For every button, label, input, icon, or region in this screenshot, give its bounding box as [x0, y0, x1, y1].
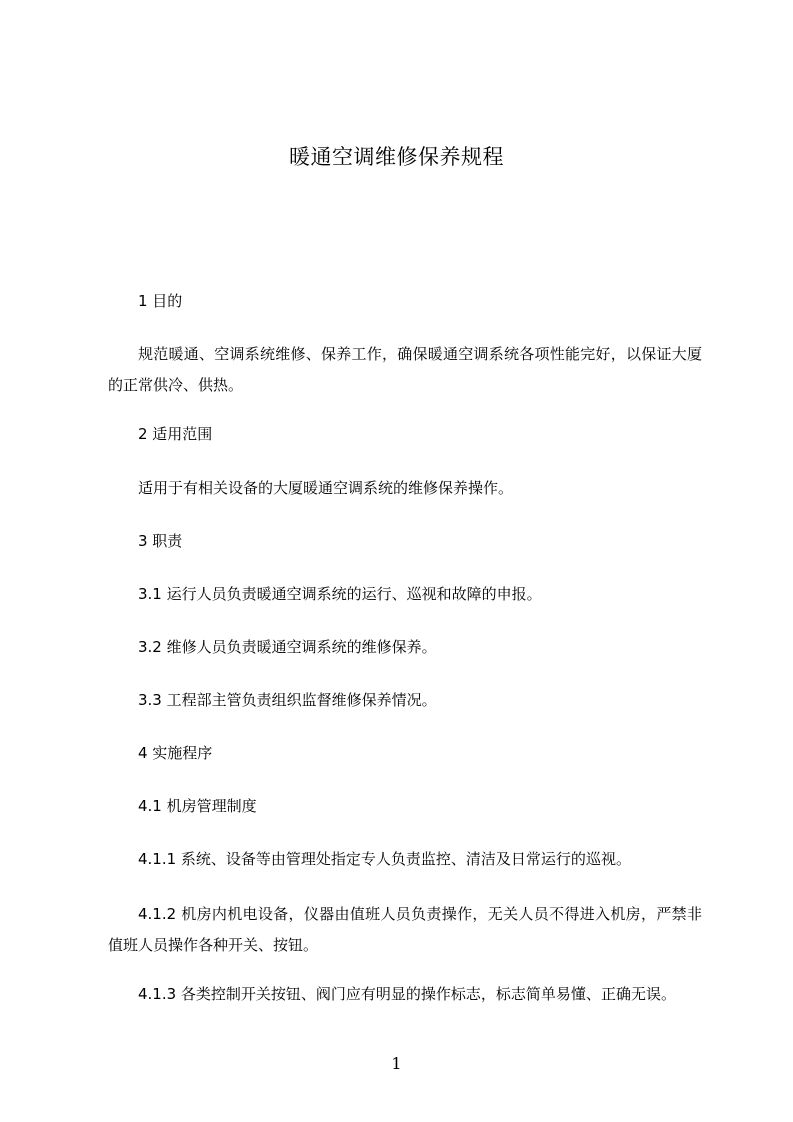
page-number: 1: [391, 1054, 402, 1073]
section-2-body: 适用于有相关设备的大厦暖通空调系统的维修保养操作。: [138, 479, 514, 497]
section-1-body: 规范暖通、空调系统维修、保养工作，确保暖通空调系统各项性能完好，以保证大厦的正常供冷、供热。: [108, 345, 702, 394]
section-3-heading: 3 职责: [138, 532, 183, 550]
document-title: 暖通空调维修保养规程: [289, 145, 504, 169]
section-4-1-3: 4.1.3 各类控制开关按钮、阀门应有明显的操作标志，标志简单易懂、正确无误。: [138, 985, 676, 1003]
section-3-2: 3.2 维修人员负责暖通空调系统的维修保养。: [138, 638, 437, 656]
section-4-1-2: 4.1.2 机房内机电设备，仪器由值班人员负责操作，无关人员不得进入机房，严禁非值班人员操作各种开关、按钮。: [108, 905, 702, 954]
section-3-3: 3.3 工程部主管负责组织监督维修保养情况。: [138, 691, 437, 709]
section-4-1: 4.1 机房管理制度: [138, 797, 257, 815]
section-3-1: 3.1 运行人员负责暖通空调系统的运行、巡视和故障的申报。: [138, 585, 542, 603]
section-4-heading: 4 实施程序: [138, 744, 213, 762]
section-1-heading: 1 目的: [138, 292, 183, 310]
section-2-heading: 2 适用范围: [138, 425, 213, 443]
section-4-1-1: 4.1.1 系统、设备等由管理处指定专人负责监控、清洁及日常运行的巡视。: [138, 850, 631, 868]
